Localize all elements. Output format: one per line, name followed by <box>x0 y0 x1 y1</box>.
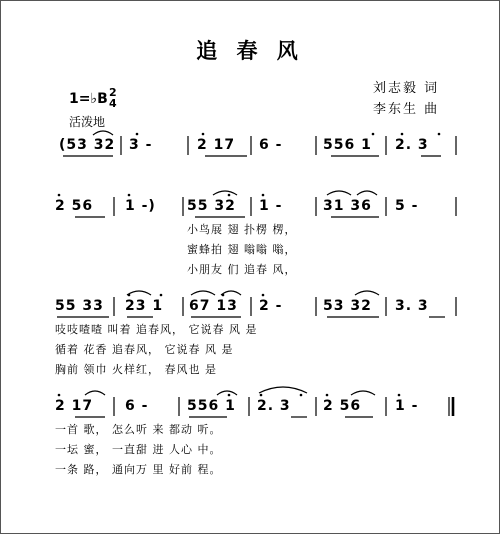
measure: 2. 3 <box>395 137 429 153</box>
measure: 53 32 <box>323 298 372 314</box>
slur <box>213 191 237 195</box>
measure: 6 - <box>259 137 283 153</box>
lyric-line: 一坛 蜜， 一直甜 进 人心 中。 <box>55 443 222 456</box>
measure: 2 56 <box>323 398 362 414</box>
octave-dot <box>438 133 441 136</box>
octave-dot <box>326 394 329 397</box>
measure: 1 -) <box>125 198 156 214</box>
lyric-line: 胸前 领巾 火样红， 春风也 是 <box>55 363 217 376</box>
tie <box>259 387 307 393</box>
measure: 5 - <box>395 198 419 214</box>
measure: 2. 3 <box>257 398 291 414</box>
octave-dot <box>160 294 163 297</box>
slur <box>327 191 351 195</box>
song-title: 追 春 风 <box>196 38 304 63</box>
measure: 55 32 <box>187 198 236 214</box>
octave-dot <box>58 394 61 397</box>
slur <box>93 131 113 135</box>
time-signature-bottom: 4 <box>109 97 117 110</box>
notation-marks <box>1 1 499 533</box>
lyric-line: 循着 花香 追春风， 它说春 风 是 <box>55 343 234 356</box>
measure: 556 1 <box>187 398 236 414</box>
lyric-line: 吱吱喳喳 叫着 追春风， 它说春 风 是 <box>55 323 258 336</box>
time-signature-top: 2 <box>109 86 117 99</box>
measure: (53 32 <box>59 137 116 153</box>
octave-dot <box>262 194 265 197</box>
measure: 556 1 <box>323 137 372 153</box>
octave-dot <box>228 394 231 397</box>
lyric-line: 小鸟展 翅 扑楞 楞， <box>187 223 297 236</box>
octave-dot <box>202 133 205 136</box>
slur <box>355 291 379 295</box>
tempo-marking: 活泼地 <box>69 115 106 129</box>
octave-dot <box>262 294 265 297</box>
lyric-line: 蜜蜂拍 翅 嗡嗡 嗡， <box>187 243 297 256</box>
measure: 2 17 <box>197 137 236 153</box>
measure: 1 - <box>259 198 283 214</box>
measure: 1 - <box>395 398 419 414</box>
slur <box>85 391 105 395</box>
measure: 23 1 <box>125 298 164 314</box>
octave-dot <box>300 394 303 397</box>
slur <box>217 391 237 395</box>
octave-dot <box>372 133 375 136</box>
measure: 2 - <box>259 298 283 314</box>
slur <box>191 291 215 295</box>
octave-dot <box>228 194 231 197</box>
composer-credit: 李东生 曲 <box>373 102 440 117</box>
octave-dot <box>401 133 404 136</box>
measure: 2 56 <box>55 198 94 214</box>
octave-dot <box>128 194 131 197</box>
key-signature: 1=♭B <box>69 91 108 107</box>
slur <box>351 391 375 395</box>
measure: 55 33 <box>55 298 104 314</box>
slur <box>357 191 377 195</box>
octave-dot <box>398 394 401 397</box>
measure: 31 36 <box>323 198 372 214</box>
octave-dot <box>128 294 131 297</box>
measure: 67 13 <box>189 298 238 314</box>
octave-dot <box>260 394 263 397</box>
measure: 3. 3 <box>395 298 429 314</box>
octave-dot <box>58 194 61 197</box>
lyric-line: 小朋友 们 追春 风， <box>187 263 297 276</box>
octave-dot <box>136 133 139 136</box>
measure: 2 17 <box>55 398 94 414</box>
lyric-line: 一首 歌， 怎么听 来 都动 听。 <box>55 423 222 436</box>
slur <box>127 291 151 295</box>
lyricist-credit: 刘志毅 词 <box>373 81 440 96</box>
measure: 3 - <box>129 137 153 153</box>
octave-dot <box>222 294 225 297</box>
measure: 6 - <box>125 398 149 414</box>
lyric-line: 一条 路， 通向万 里 好前 程。 <box>55 463 222 476</box>
